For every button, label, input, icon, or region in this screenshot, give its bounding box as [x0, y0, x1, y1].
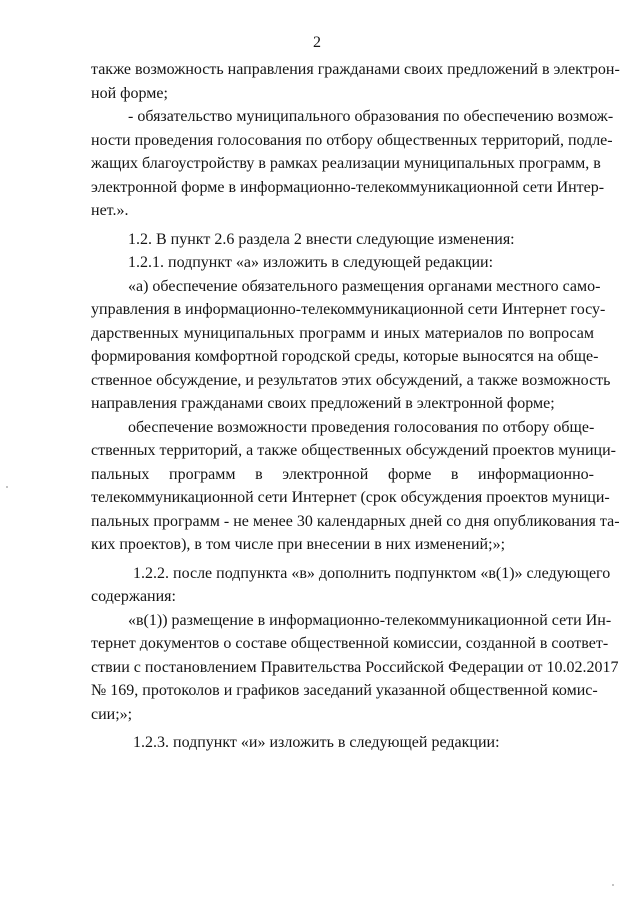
text-line: содержания: — [91, 588, 176, 605]
text-line: ной форме; — [91, 84, 168, 102]
text-line: 1.2.2. после подпункта «в» дополнить подпунктом «в(1)» следующего — [133, 564, 611, 582]
text-line: направления гражданами своих предложений в электронной форме; — [91, 395, 555, 412]
text-line: электронной форме в информационно-телекоммуникационной сети Интер- — [91, 178, 605, 196]
text-line: ких проектов), в том числе при внесении в них изменений;»; — [91, 536, 506, 553]
text-line: пальных программ в электронной форме в информационно- — [91, 465, 594, 483]
text-line: пальных программ - не менее 30 календарных дней со дня опубликования та- — [91, 512, 620, 530]
text-line: дарственных муниципальных программ и иных материалов по вопросам — [91, 324, 594, 342]
text-line: ности проведения голосования по отбору общественных территорий, подле- — [91, 131, 613, 149]
text-line: управления в информационно-телекоммуникационной сети Интернет госу- — [91, 301, 606, 318]
document-body — [91, 58, 620, 755]
text-line: ственное обсуждение, и результатов этих обсуждений, а также возможность — [91, 371, 611, 389]
text-line: также возможность направления гражданами своих предложений в электрон- — [91, 61, 620, 78]
text-line: обеспечение возможности проведения голосования по отбору обще- — [128, 418, 595, 436]
text-line: 1.2.1. подпункт «а» изложить в следующей редакции: — [128, 254, 494, 271]
text-line: 1.2. В пункт 2.6 раздела 2 внести следующие изменения: — [128, 230, 515, 248]
text-line: жащих благоустройству в рамках реализации муниципальных программ, в — [91, 155, 601, 172]
text-line: ствии с постановлением Правительства Российской Федерации от 10.02.2017 — [91, 658, 619, 676]
scan-artifact — [612, 884, 614, 886]
text-line: сии;»; — [91, 705, 133, 723]
text-line: «в(1)) размещение в информационно-телекоммуникационной сети Ин- — [128, 611, 612, 629]
text-line: 1.2.3. подпункт «и» изложить в следующей редакции: — [133, 734, 500, 751]
scan-artifact — [6, 486, 8, 488]
text-line: № 169, протоколов и графиков заседаний указанной общественной комис- — [91, 682, 598, 699]
text-line: ственных территорий, а также общественных обсуждений проектов муници- — [91, 442, 616, 459]
text-line: формирования комфортной городской среды, которые выносятся на обще- — [91, 348, 599, 365]
text-line: тернет документов о составе общественной комиссии, созданной в соответ- — [91, 635, 609, 652]
text-line: телекоммуникационной сети Интернет (срок обсуждения проектов муници- — [91, 489, 610, 506]
text-line: - обязательство муниципального образования по обеспечению возмож- — [128, 108, 614, 125]
text-line: «а) обеспечение обязательного размещения органами местного само- — [128, 277, 601, 295]
text-line: нет.». — [91, 202, 129, 219]
page-number: 2 — [313, 34, 321, 51]
